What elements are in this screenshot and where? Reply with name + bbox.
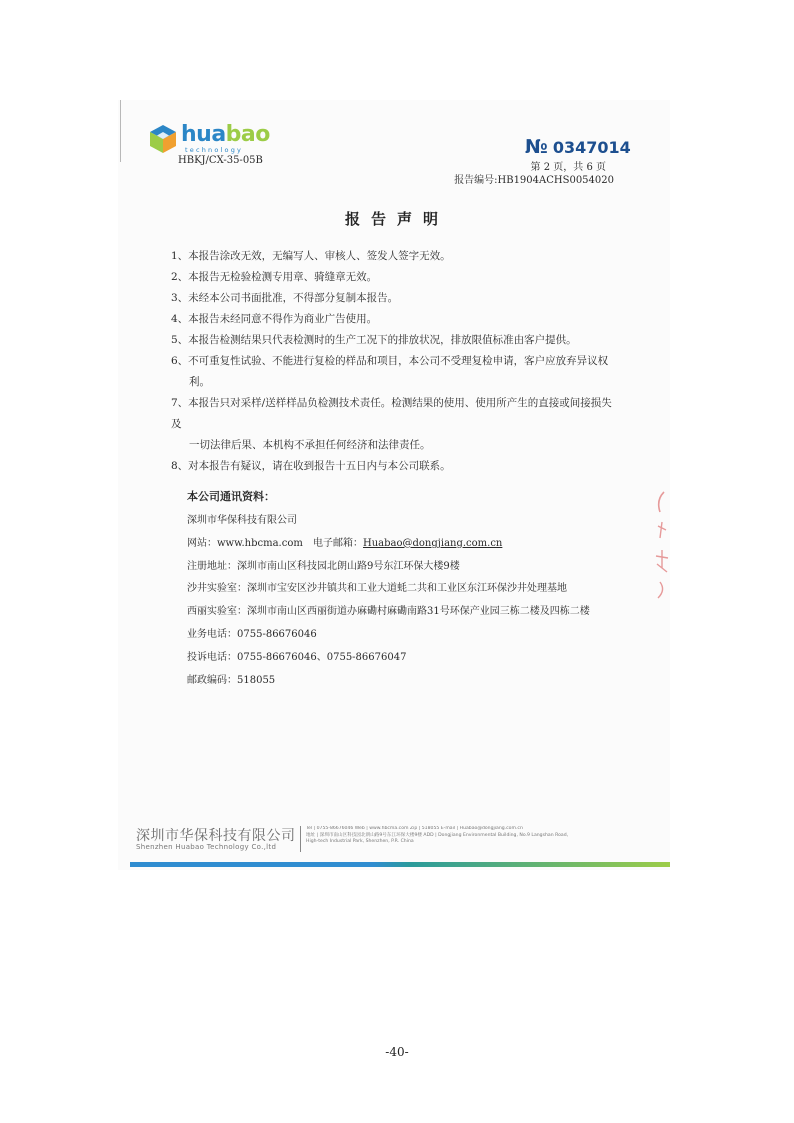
clause-item bbox=[171, 246, 621, 267]
scan-edge-line bbox=[120, 100, 121, 162]
logo-subtitle: technology bbox=[185, 146, 244, 154]
clause-text: 3、未经本公司书面批准，不得部分复制本报告。 bbox=[171, 292, 399, 304]
clause-continuation: 利。 bbox=[189, 376, 210, 388]
contact-company: 深圳市华保科技有限公司 bbox=[187, 515, 297, 526]
footer-color-bar bbox=[130, 862, 670, 867]
page-title: 报告声明 bbox=[344, 210, 449, 228]
footer-company-cn: 深圳市华保科技有限公司 bbox=[136, 828, 296, 844]
clause-text: 2、本报告无检验检测专用章、骑缝章无效。 bbox=[171, 271, 378, 283]
clause-continuation: 一切法律后果、本机构不承担任何经济和法律责任。 bbox=[189, 439, 431, 451]
clause-item bbox=[171, 330, 621, 351]
contact-registered-address: 注册地址：深圳市南山区科技园北朗山路9号东江环保大楼9楼 bbox=[187, 560, 460, 572]
logo-wordmark bbox=[181, 124, 270, 146]
contact-website[interactable]: 网站：www.hbcma.com bbox=[187, 537, 303, 549]
page-info: 第 2 页，共 6 页 bbox=[530, 162, 606, 173]
footer-info-line: 地址 | 深圳市南山区科技园北朗山路9号东江环保大楼9楼 ADD | Dongjiang Environmental Building, No.9 Langshan Road, bbox=[306, 832, 569, 838]
huabao-logo-icon bbox=[148, 124, 178, 154]
statement-clauses bbox=[171, 246, 621, 477]
footer-contact-info bbox=[306, 826, 646, 846]
contact-email-label-group bbox=[313, 533, 502, 556]
clause-text: 1、本报告涂改无效，无编写人、审核人、签发人签字无效。 bbox=[171, 250, 451, 262]
contact-xili-lab: 西丽实验室：深圳市南山区西丽街道办麻磡村麻磡南路31号环保产业园三栋二楼及四栋二楼 bbox=[187, 606, 590, 618]
seal-stamp-fragment bbox=[650, 486, 672, 606]
contact-postal-code: 邮政编码：518055 bbox=[187, 674, 276, 686]
clause-text: 6、不可重复性试验、不能进行复检的样品和项目，本公司不受理复检申请，客户应放弃异议权 bbox=[171, 355, 609, 367]
contact-complaint-phone: 投诉电话：0755-86676046、0755-86676047 bbox=[187, 651, 407, 663]
clause-item bbox=[171, 393, 621, 456]
contact-shajing-lab: 沙井实验室：深圳市宝安区沙井镇共和工业大道蚝二共和工业区东江环保沙井处理基地 bbox=[187, 583, 567, 595]
clause-text: 8、对本报告有疑议，请在收到报告十五日内与本公司联系。 bbox=[171, 460, 451, 472]
contact-email-link[interactable]: Huabao@dongjiang.com.cn bbox=[363, 537, 503, 549]
footer-info-line: High-tech Industrial Park, Shenzhen, P.R. China bbox=[306, 839, 414, 845]
company-document-code: HBKJ/CX-35-05B bbox=[178, 155, 263, 166]
clause-item bbox=[171, 288, 621, 309]
logo-word-blue: hua bbox=[181, 122, 226, 147]
clause-item bbox=[171, 351, 621, 393]
footer-info-line: Tel | 0755-86676046 Web | www.hbcma.com Zip | 518055 E-mail | Huabao@dongjiang.com.cn bbox=[306, 826, 523, 831]
footer-divider bbox=[300, 826, 301, 852]
contact-section-title: 本公司通讯资料： bbox=[187, 490, 275, 503]
report-number: 报告编号:HB1904ACHS0054020 bbox=[454, 175, 614, 186]
clause-item bbox=[171, 456, 621, 477]
footer-company-en: Shenzhen Huabao Technology Co.,ltd bbox=[136, 843, 277, 851]
clause-text: 7、本报告只对采样/送样样品负检测技术责任。检测结果的使用、使用所产生的直接或间接损失及 bbox=[171, 397, 612, 430]
clause-text: 5、本报告检测结果只代表检测时的生产工况下的排放状况，排放限值标准由客户提供。 bbox=[171, 334, 577, 346]
serial-number-value: 0347014 bbox=[552, 138, 631, 157]
numero-symbol: № bbox=[525, 136, 548, 158]
contact-list bbox=[187, 510, 647, 692]
contact-business-phone: 业务电话：0755-86676046 bbox=[187, 628, 317, 640]
logo-word-green: bao bbox=[225, 122, 270, 147]
contact-web-email-row bbox=[187, 533, 647, 556]
clause-item bbox=[171, 309, 621, 330]
clause-item bbox=[171, 267, 621, 288]
page-number: -40- bbox=[385, 1045, 409, 1059]
serial-number bbox=[525, 136, 631, 158]
clause-text: 4、本报告未经同意不得作为商业广告使用。 bbox=[171, 313, 378, 325]
contact-email-label: 电子邮箱： bbox=[313, 537, 363, 549]
